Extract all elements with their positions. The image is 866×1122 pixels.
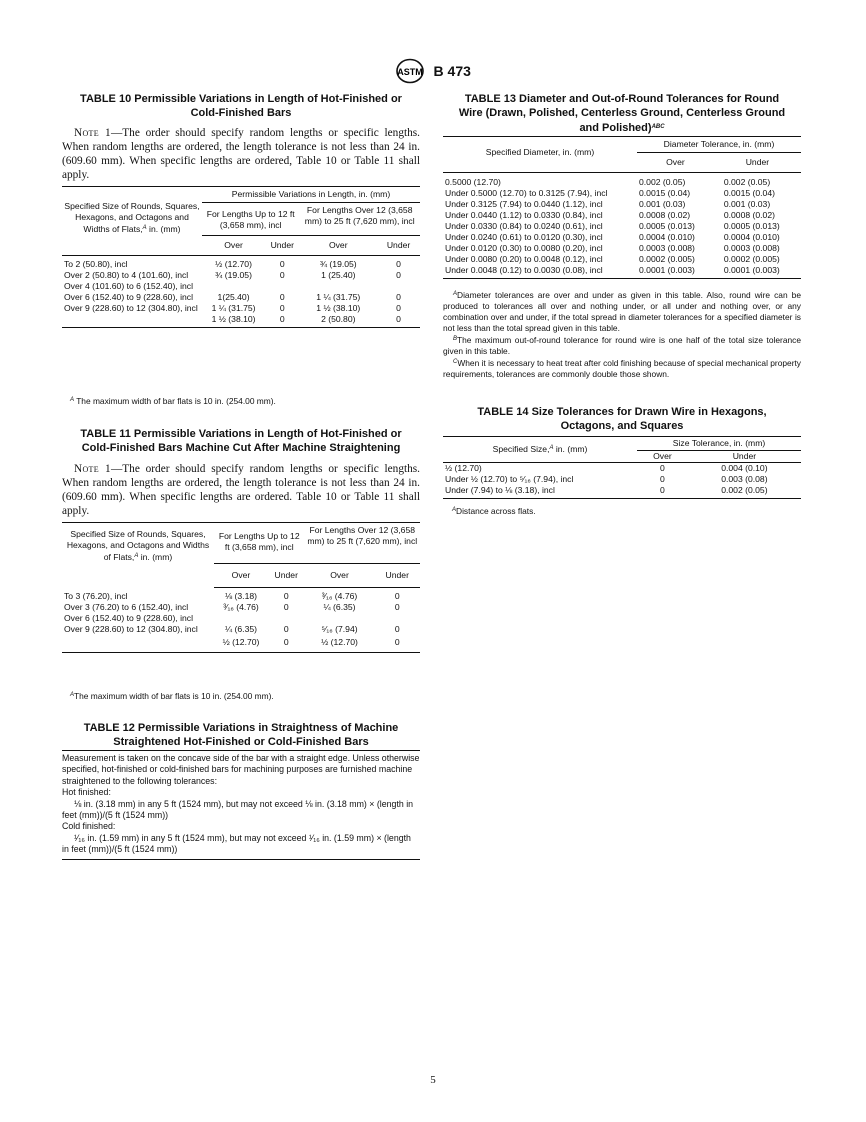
table11-note: Note 1—The order should specify random lengths or specific lengths. When random lengths are ordered, the length tolerance is not less than 24 in. (609.60 mm). When specific lengths are ordered. Table 10 or Table 11 shall apply. [62, 463, 420, 517]
table-row: Over 6 (152.40) to 9 (228.60), incl 1(25.40) 0 1 ¼ (31.75) 0 [64, 292, 401, 302]
page-header [0, 58, 866, 84]
table-row: Under 0.0080 (0.20) to 0.0048 (0.12), incl 0.0002 (0.005) 0.0002 (0.005) [445, 254, 780, 264]
table14-title: TABLE 14 Size Tolerances for Drawn Wire in Hexagons, Octagons, and Squares [477, 406, 767, 432]
table14-col-size: Specified Size,$^A$ in. (mm) [443, 437, 637, 463]
table-row: ½ (12.70) 0 ½ (12.70) 0 [62, 635, 420, 653]
table-row: Under 0.0048 (0.12) to 0.0030 (0.08), incl 0.0001 (0.003) 0.0001 (0.003) [443, 265, 801, 279]
table10-col-size: Specified Size of Rounds, Squares, Hexagons, and Octagons and Widths of Flats,$^A$ in. (mm) [62, 187, 202, 236]
table11-footnote: $^A$The maximum width of bar flats is 10 in. (254.00 mm). [70, 691, 274, 701]
table10-col-over: For Lengths Over 12 (3,658 mm) to 25 ft (7,620 mm), incl [299, 203, 420, 236]
table-row: Over 3 (76.20) to 6 (152.40), incl ³⁄₁₆ (4.76) 0 ¼ (6.35) 0 [64, 602, 400, 612]
astm-logo-icon [395, 58, 425, 84]
table13-col-group: Diameter Tolerance, in. (mm) [637, 137, 801, 153]
table-row: Under 0.0120 (0.30) to 0.0080 (0.20), incl 0.0003 (0.008) 0.0003 (0.008) [445, 243, 780, 253]
table-row: Over 2 (50.80) to 4 (101.60), incl ¾ (19.05) 0 1 (25.40) 0 [64, 270, 401, 280]
table-row: Under 0.3125 (7.94) to 0.0440 (1.12), incl 0.001 (0.03) 0.001 (0.03) [445, 199, 771, 209]
table11-title: TABLE 11 Permissible Variations in Length of Hot-Finished or Cold-Finished Bars Machine Cut After Machine Straightening [80, 428, 402, 454]
table13-footnote-c: $^C$When it is necessary to heat treat after cold finishing because of special mechanical property requirements, tolerances are commonly double those shown. [443, 358, 801, 379]
table10-title: TABLE 10 Permissible Variations in Length of Hot-Finished or Cold-Finished Bars [80, 93, 402, 119]
svg-text:ASTM: ASTM [397, 67, 423, 77]
table-row: Under ½ (12.70) to ⁵⁄₁₆ (7.94), incl 0 0.003 (0.08) [445, 474, 768, 484]
standard-designation: B 473 [433, 63, 471, 79]
table-row: Under 0.5000 (12.70) to 0.3125 (7.94), incl 0.0015 (0.04) 0.0015 (0.04) [445, 188, 775, 198]
table13-footnote-a: $^A$Diameter tolerances are over and under as given in this table. Also, round wire can be produced to tolerances all over and nothing under, or all under and nothing over, or any combination over and under, if the total spread in diameter tolerances for a specified diameter is not less than the total spread given in this table. [443, 290, 801, 333]
table-row: Under 0.0330 (0.84) to 0.0240 (0.61), incl 0.0005 (0.013) 0.0005 (0.013) [445, 221, 780, 231]
table12-body: Measurement is taken on the concave side of the bar with a straight edge. Unless otherwise specified, hot-finished or cold-finished bars for machining purposes are furnished machine straightened to the following tolerances: Hot finished: ⅛ in. (3.18 mm) in any 5 ft (1524 mm), but may not exceed ⅛ in. (3.18 mm) × (length in feet (mm))/(5 ft (1524 mm)) Cold finished: ¹⁄₁₆ in. (1.59 mm) in any 5 ft (1524 mm), but may not exceed ¹⁄₁₆ in. (1.59 mm) × (length in feet (mm))/(5 ft (1524 mm)) [62, 750, 420, 860]
table-row: 0.5000 (12.70) 0.002 (0.05) 0.002 (0.05) [445, 177, 771, 187]
table11-col-upto: For Lengths Up to 12 ft (3,658 mm), incl [214, 523, 305, 564]
table10-col-group: Permissible Variations in Length, in. (mm) [202, 187, 420, 203]
table-row: To 2 (50.80), incl ½ (12.70) 0 ¾ (19.05) 0 [64, 259, 401, 269]
table13-title: TABLE 13 Diameter and Out-of-Round Tolerances for Round Wire (Drawn, Polished, Centerless Ground, Centerless Ground and Polished)$^{ABC}$ [458, 93, 786, 134]
table-row: Over 4 (101.60) to 6 (152.40), incl [64, 281, 193, 291]
table14-footnote: $^A$Distance across flats. [452, 506, 536, 516]
table14-col-group: Size Tolerance, in. (mm) [637, 437, 801, 451]
table-row: Under 0.0440 (1.12) to 0.0330 (0.84), incl 0.0008 (0.02) 0.0008 (0.02) [445, 210, 775, 220]
table-row: Under 0.0240 (0.61) to 0.0120 (0.30), incl 0.0004 (0.010) 0.0004 (0.010) [445, 232, 780, 242]
table10: Specified Size of Rounds, Squares, Hexagons, and Octagons and Widths of Flats,$^A$ in. (mm) Permissible Variations in Length, in. (mm) For Lengths Up to 12 ft (3,658 mm), incl For Lengths Over 12 (3,658 mm) to 25 ft (7,620 mm), incl Over Under Over Under To 2 (50.80), incl ½ (12.70) 0 ¾ (19.05) 0 Over 2 (50.80) to 4 (101.60), incl ¾ (19.05) 0 1 (25.40) 0 Over 4 (101.60) to 6 (152.40), incl Over 6 (152.40) to 9 (228.60), incl 1(25.40) 0 1 ¼ (31.75) 0 Over 9 (228.60) to 12 (304.80), incl 1 ¼ (31.75) 0 1 ½ (38.10) 0 1 ½ (38.10) 0 2 (50.80) 0 [62, 186, 420, 328]
table-row: To 3 (76.20), incl ⅛ (3.18) 0 ³⁄₁₆ (4.76) 0 [64, 590, 400, 601]
table-row: Over 6 (152.40) to 9 (228.60), incl [64, 613, 193, 623]
table12-title: TABLE 12 Permissible Variations in Straightness of Machine Straightened Hot-Finished or Cold-Finished Bars [83, 722, 399, 748]
table-row: Over 9 (228.60) to 12 (304.80), incl 1 ¼ (31.75) 0 1 ½ (38.10) 0 [64, 303, 401, 313]
table13-col-size: Specified Diameter, in. (mm) [443, 137, 637, 173]
table10-col-upto: For Lengths Up to 12 ft (3,658 mm), incl [202, 203, 299, 236]
table-row: ½ (12.70) 0 0.004 (0.10) [445, 463, 768, 473]
table-row: 1 ½ (38.10) 0 2 (50.80) 0 [62, 314, 420, 328]
table-row: Under (7.94) to ⅛ (3.18), incl 0 0.002 (0.05) [443, 485, 801, 499]
table10-footnote: $^A$ The maximum width of bar flats is 10 in. (254.00 mm). [70, 396, 276, 406]
table-row: Over 9 (228.60) to 12 (304.80), incl ¼ (6.35) 0 ⁵⁄₁₆ (7.94) 0 [64, 624, 400, 634]
table11: Specified Size of Rounds, Squares, Hexagons, and Octagons and Widths of Flats,$^A$ in. (mm) For Lengths Up to 12 ft (3,658 mm), incl For Lengths Over 12 (3,658 mm) to 25 ft (7,620 mm), incl Over Under Over Under To 3 (76.20), incl ⅛ (3.18) 0 ³⁄₁₆ (4.76) 0 Over 3 (76.20) to 6 (152.40), incl ³⁄₁₆ (4.76) 0 ¼ (6.35) 0 Over 6 (152.40) to 9 (228.60), incl Over 9 (228.60) to 12 (304.80), incl ¼ (6.35) 0 ⁵⁄₁₆ (7.94) 0 ½ (12.70) 0 ½ (12.70) 0 [62, 522, 420, 653]
page-number: 5 [430, 1074, 436, 1086]
table11-col-size: Specified Size of Rounds, Squares, Hexagons, and Octagons and Widths of Flats,$^A$ in. (mm) [62, 523, 214, 588]
table11-col-over: For Lengths Over 12 (3,658 mm) to 25 ft (7,620 mm), incl [305, 523, 421, 564]
table13-footnotes [443, 289, 801, 380]
table14: Specified Size,$^A$ in. (mm) Size Tolerance, in. (mm) Over Under ½ (12.70) 0 0.004 (0.10) Under ½ (12.70) to ⁵⁄₁₆ (7.94), incl 0 0.003 (0.08) Under (7.94) to ⅛ (3.18), incl 0 0.002 (0.05) [443, 436, 801, 499]
table13-footnote-b: $^B$The maximum out-of-round tolerance for round wire is one half of the total size tolerance given in this table. [443, 335, 801, 356]
table10-note: Note 1—The order should specify random lengths or specific lengths. When random lengths are ordered, the length tolerance is not less than 24 in. (609.60 mm). When specific lengths are ordered, Table 10 or Table 11 shall apply. [62, 127, 420, 181]
table13: Specified Diameter, in. (mm) Diameter Tolerance, in. (mm) Over Under 0.5000 (12.70) 0.002 (0.05) 0.002 (0.05) Under 0.5000 (12.70) to 0.3125 (7.94), incl 0.0015 (0.04) 0.0015 (0.04) Under 0.3125 (7.94) to 0.0440 (1.12), incl 0.001 (0.03) 0.001 (0.03) Under 0.0440 (1.12) to 0.0330 (0.84), incl 0.0008 (0.02) 0.0008 (0.02) Under 0.0330 (0.84) to 0.0240 (0.61), incl 0.0005 (0.013) 0.0005 (0.013) Under 0.0240 (0.61) to 0.0120 (0.30), incl 0.0004 (0.010) 0.0004 (0.010) Under 0.0120 (0.30) to 0.0080 (0.20), incl 0.0003 (0.008) 0.0003 (0.008) Under 0.0080 (0.20) to 0.0048 (0.12), incl 0.0002 (0.005) 0.0002 (0.005) Under 0.0048 (0.12) to 0.0030 (0.08), incl 0.0001 (0.003) 0.0001 (0.003) [443, 136, 801, 279]
